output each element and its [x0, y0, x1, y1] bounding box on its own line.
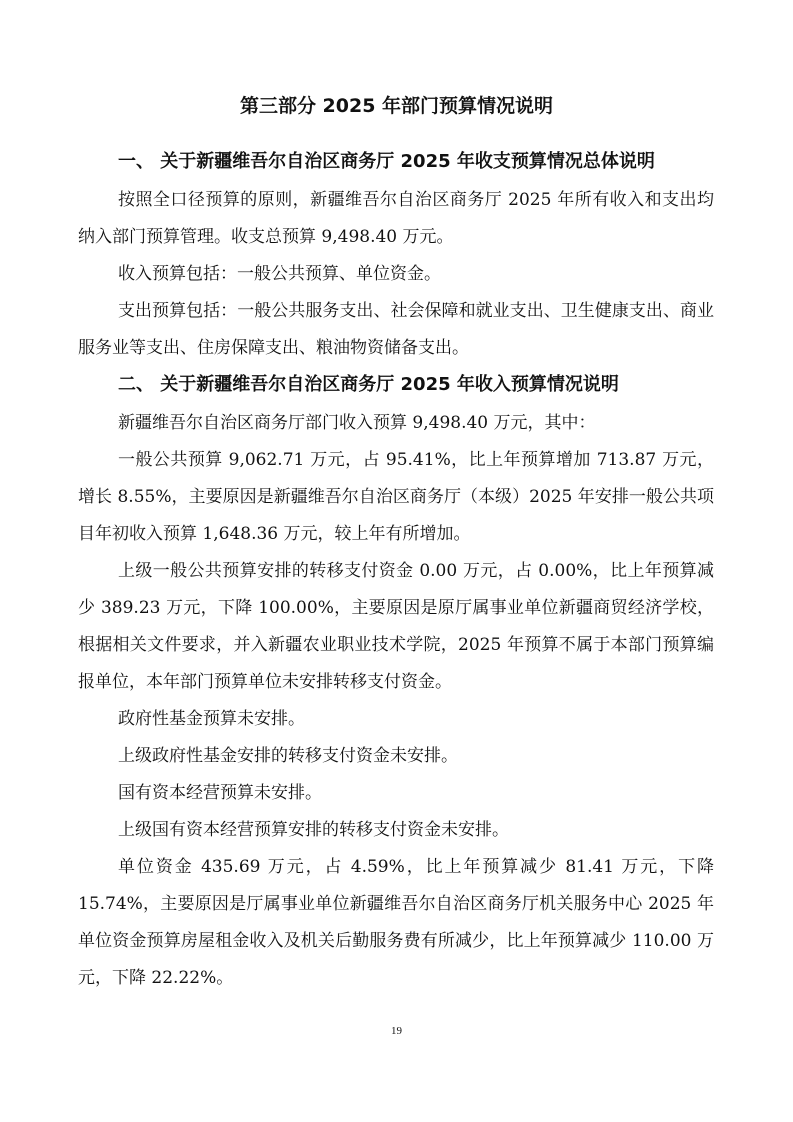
section-heading-1: 一、 关于新疆维吾尔自治区商务厅 2025 年收支预算情况总体说明	[118, 151, 655, 172]
page-number: 19	[391, 1025, 402, 1037]
section-heading-2: 二、 关于新疆维吾尔自治区商务厅 2025 年收入预算情况说明	[118, 374, 619, 395]
paragraph: 一般公共预算 9,062.71 万元，占 95.41%，比上年预算增加 713.87 万元，增长 8.55%，主要原因是新疆维吾尔自治区商务厅（本级）2025 年安排一般公共项目年初收入预算 1,648.36 万元，较上年有所增加。	[78, 450, 714, 544]
paragraph: 国有资本经营预算未安排。	[118, 783, 322, 803]
paragraph: 单位资金 435.69 万元，占 4.59%，比上年预算减少 81.41 万元，下降 15.74%，主要原因是厅属事业单位新疆维吾尔自治区商务厅机关服务中心 2025 年单位资金预算房屋租金收入及机关后勤服务费有所减少，比上年预算减少 110.00 万元，下降 22.22%。	[78, 857, 714, 988]
paragraph: 收入预算包括：一般公共预算、单位资金。	[118, 264, 441, 284]
paragraph: 按照全口径预算的原则，新疆维吾尔自治区商务厅 2025 年所有收入和支出均纳入部门预算管理。收支总预算 9,498.40 万元。	[78, 190, 714, 247]
paragraph: 上级国有资本经营预算安排的转移支付资金未安排。	[118, 820, 509, 840]
page-title: 第三部分 2025 年部门预算情况说明	[239, 95, 554, 117]
paragraph: 上级一般公共预算安排的转移支付资金 0.00 万元，占 0.00%，比上年预算减少 389.23 万元，下降 100.00%，主要原因是原厅属事业单位新疆商贸经济学校，根据相关文件要求，并入新疆农业职业技术学院，2025 年预算不属于本部门预算编报单位，本年部门预算单位未安排转移支付资金。	[78, 561, 714, 692]
paragraph: 新疆维吾尔自治区商务厅部门收入预算 9,498.40 万元，其中：	[118, 413, 596, 433]
paragraph: 支出预算包括：一般公共服务支出、社会保障和就业支出、卫生健康支出、商业服务业等支出、住房保障支出、粮油物资储备支出。	[78, 301, 714, 358]
paragraph: 上级政府性基金安排的转移支付资金未安排。	[118, 746, 458, 766]
paragraph: 政府性基金预算未安排。	[118, 709, 305, 729]
